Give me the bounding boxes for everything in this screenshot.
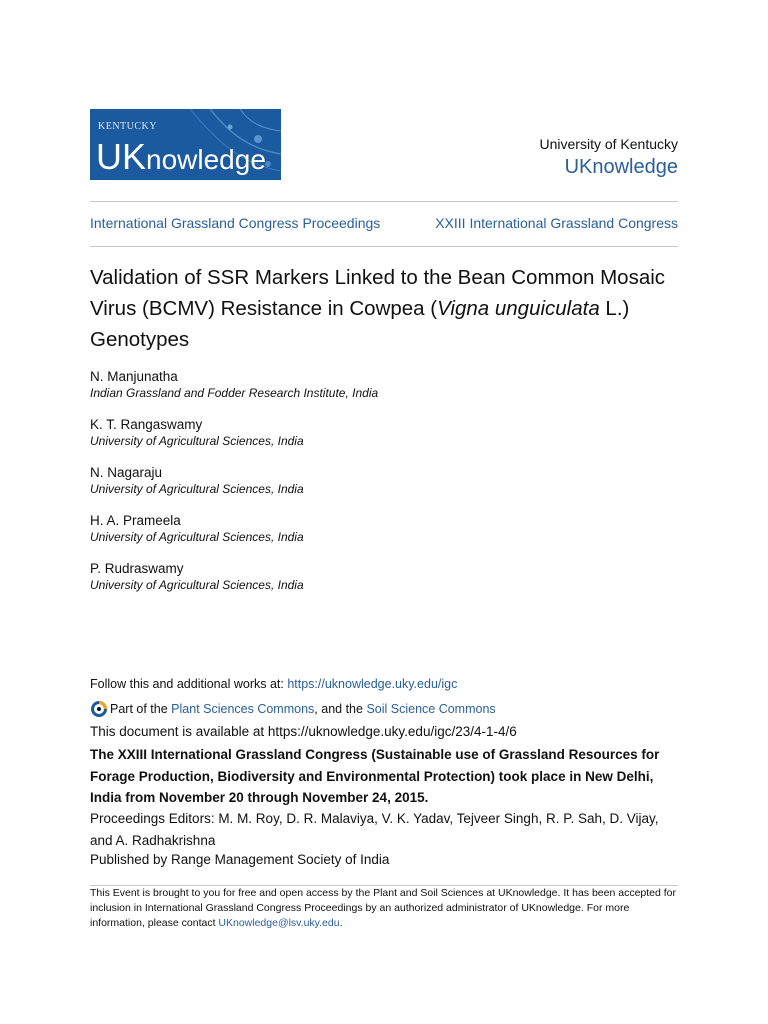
title-part-1: Validation of SSR Markers Linked to the Bean Common Mosaic Virus (BCMV) Resistance in Cowpea ( — [90, 266, 666, 320]
author-list — [90, 368, 678, 608]
title-species: Vigna unguiculata — [437, 297, 600, 320]
institution-name: University of Kentucky — [539, 136, 678, 152]
collection-link[interactable]: https://uknowledge.uky.edu/igc — [287, 677, 458, 691]
author-entry — [90, 560, 678, 594]
author-affiliation: Indian Grassland and Fodder Research Institute, India — [90, 386, 379, 400]
author-entry — [90, 512, 678, 546]
footer-text: This Event is brought to you for free and open access by the Plant and Soil Sciences at UKnowledge. It has been accepted for inclusion in International Grassland Congress Proceedings by an authorized administrator of UKnowledge. For more information, please contact — [90, 887, 677, 929]
publisher-line: Published by Range Management Society of India — [90, 852, 390, 867]
divider-top — [90, 201, 678, 202]
follow-text: Follow this and additional works at: — [90, 677, 288, 691]
plant-sciences-link[interactable]: Plant Sciences Commons — [171, 702, 315, 716]
footer-notice — [90, 886, 678, 931]
uknowledge-logo[interactable] — [90, 109, 281, 180]
logo-wordmark — [96, 136, 266, 177]
title-part-2: L.) Genotypes — [90, 297, 630, 351]
author-name: H. A. Prameela — [90, 513, 181, 528]
paper-title — [90, 262, 678, 355]
follow-line — [90, 677, 457, 691]
logo-nowledge: nowledge — [146, 144, 266, 175]
author-name: N. Nagaraju — [90, 465, 163, 480]
cover-page — [90, 0, 678, 1024]
event-description: The XXIII International Grassland Congress (Sustainable use of Grassland Resources for Forage Production, Biodiversity and Environmental Protection) took place in New Delhi, India from November 20 through November 24, 2015. — [90, 747, 660, 805]
author-entry — [90, 464, 678, 498]
congress-link[interactable]: XXIII International Grassland Congress — [435, 215, 678, 231]
part-of-middle: , and the — [314, 702, 363, 716]
author-name: K. T. Rangaswamy — [90, 417, 203, 432]
logo-university-text: KENTUCKY — [98, 121, 157, 132]
author-name: N. Manjunatha — [90, 369, 178, 384]
author-entry — [90, 368, 678, 402]
repository-link[interactable]: UKnowledge — [564, 156, 678, 178]
proceedings-editors: Proceedings Editors: M. M. Roy, D. R. Malaviya, V. K. Yadav, Tejveer Singh, R. P. Sah, D. Vijay, and A. Radhakrishna — [90, 811, 659, 848]
author-affiliation: University of Agricultural Sciences, India — [90, 530, 304, 544]
part-of-line — [90, 700, 496, 718]
footer-end: . — [339, 917, 343, 929]
author-affiliation: University of Agricultural Sciences, India — [90, 578, 304, 592]
soil-science-link[interactable]: Soil Science Commons — [366, 702, 496, 716]
network-icon — [90, 700, 108, 718]
institution-block — [540, 136, 679, 179]
logo-uk: UK — [96, 136, 147, 177]
author-affiliation: University of Agricultural Sciences, India — [90, 434, 304, 448]
contact-email-link[interactable]: UKnowledge@lsv.uky.edu — [218, 917, 340, 929]
proceedings-link[interactable]: International Grassland Congress Proceedings — [90, 215, 381, 231]
author-affiliation: University of Agricultural Sciences, India — [90, 482, 304, 496]
divider-bottom — [90, 246, 678, 247]
part-of-prefix: Part of the — [110, 702, 168, 716]
availability-line: This document is available at https://uknowledge.uky.edu/igc/23/4-1-4/6 — [90, 724, 517, 739]
author-name: P. Rudraswamy — [90, 561, 184, 576]
author-entry — [90, 416, 678, 450]
